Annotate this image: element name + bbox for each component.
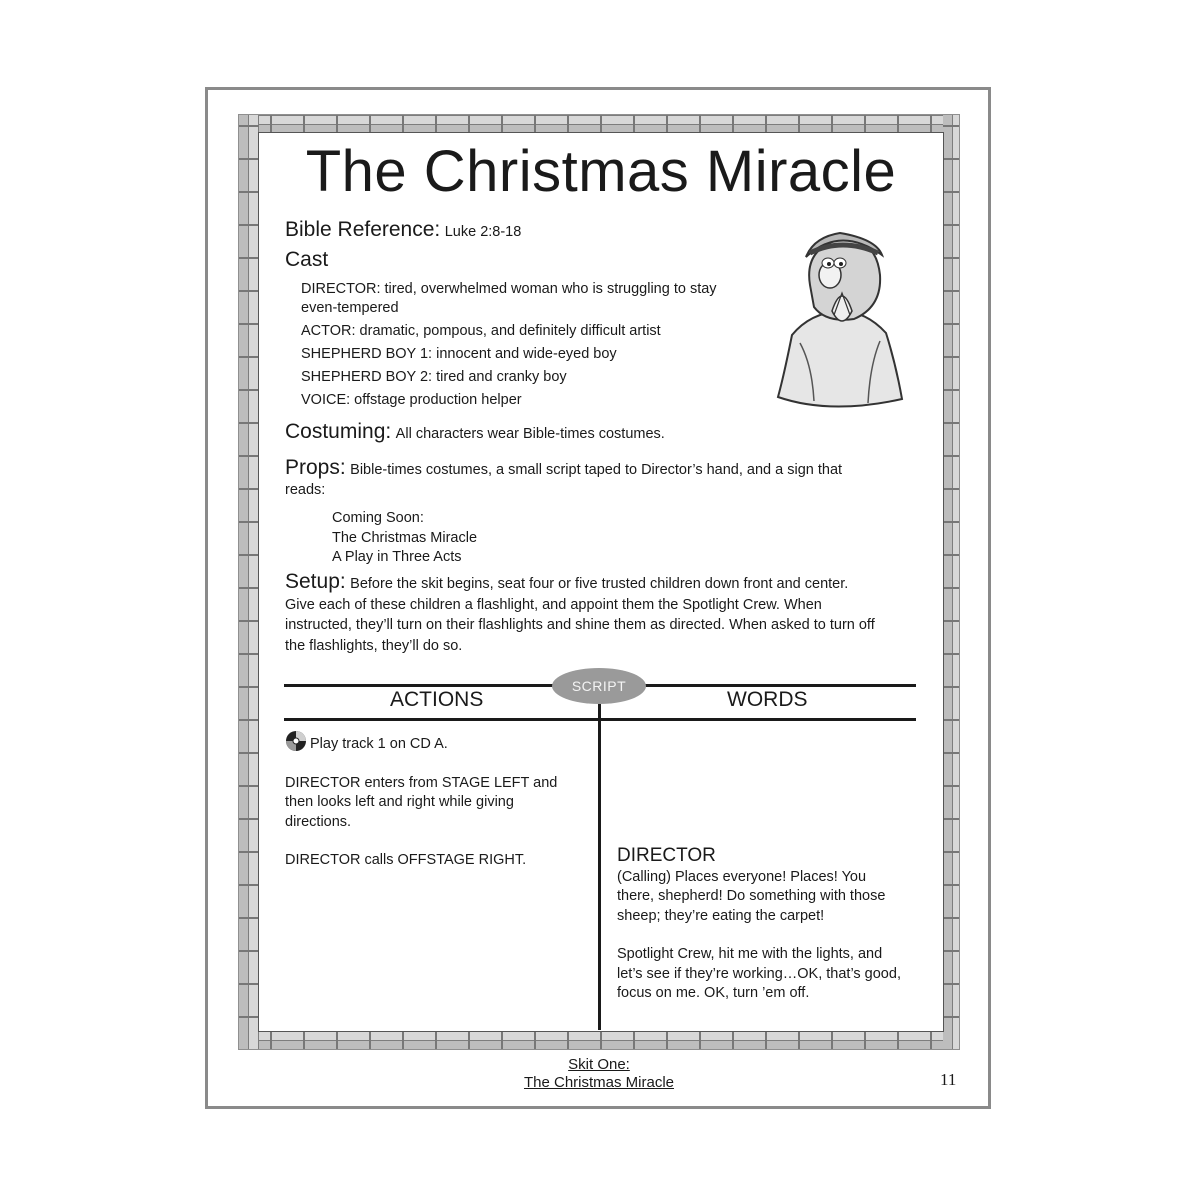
action-item: DIRECTOR enters from STAGE LEFT and then looks left and right while giving directions. xyxy=(285,774,558,830)
footer-line: Skit One: xyxy=(568,1056,630,1073)
brick-border-bottom xyxy=(239,1029,959,1049)
action-text: Play track 1 on CD A. xyxy=(310,736,448,752)
setup-value: Before the skit begins, seat four or five trusted children down front and center. Give each of these children a flashlight, and appoint them the Spotlight Crew. When instructed, they’ll turn on their flashlights and shine them as directed. When asked to turn off the flashlights, they’ll do so. xyxy=(285,576,875,654)
costuming-section xyxy=(285,420,925,444)
bible-reference-label: Bible Reference: xyxy=(285,218,441,241)
cast-member: VOICE: offstage production helper xyxy=(301,392,522,408)
praying-shepherd-illustration xyxy=(770,215,912,415)
footer-caption xyxy=(480,1056,718,1092)
words-header: WORDS xyxy=(727,688,808,711)
props-value: Bible-times costumes, a small script taped to Director’s hand, and a sign that reads: xyxy=(285,462,843,498)
costuming-value: All characters wear Bible-times costumes. xyxy=(395,426,665,442)
props-section xyxy=(285,458,885,500)
brick-border-left xyxy=(239,115,259,1049)
bible-reference-value: Luke 2:8-18 xyxy=(444,224,522,240)
cast-member: DIRECTOR: tired, overwhelmed woman who is struggling to stay even-tempered xyxy=(301,281,717,316)
brick-border-right xyxy=(943,115,959,1049)
cast-member: SHEPHERD BOY 2: tired and cranky boy xyxy=(301,369,567,385)
bible-reference xyxy=(285,218,521,242)
dialogue-line: Spotlight Crew, hit me with the lights, and let’s see if they’re working…OK, that’s good, focus on me. OK, turn ’em off. xyxy=(617,946,901,1001)
words-column xyxy=(617,846,907,1023)
actions-header: ACTIONS xyxy=(390,688,484,711)
footer-line: The Christmas Miracle xyxy=(523,1074,675,1091)
column-divider xyxy=(598,704,601,1030)
props-label: Props: xyxy=(285,456,346,479)
dialogue-line: (Calling) Places everyone! Places! You there, shepherd! Do something with those sheep; they’re eating the carpet! xyxy=(617,868,886,924)
cast-member: ACTOR: dramatic, pompous, and definitely difficult artist xyxy=(301,323,661,339)
sign-line: The Christmas Miracle xyxy=(332,529,478,546)
action-item xyxy=(285,730,575,755)
setup-label: Setup: xyxy=(285,570,346,593)
sign-line: A Play in Three Acts xyxy=(332,549,462,565)
actions-column xyxy=(285,730,575,890)
brick-border-top xyxy=(239,115,959,133)
cast-list xyxy=(301,280,721,414)
cast-member: SHEPHERD BOY 1: innocent and wide-eyed boy xyxy=(301,346,617,362)
sign-text xyxy=(332,509,477,568)
speaker-name: DIRECTOR xyxy=(617,845,716,866)
page-number: 11 xyxy=(940,1070,957,1089)
setup-section xyxy=(285,572,875,656)
action-item: DIRECTOR calls OFFSTAGE RIGHT. xyxy=(285,852,527,868)
cd-icon xyxy=(285,730,307,752)
cast-heading: Cast xyxy=(285,248,329,271)
costuming-label: Costuming: xyxy=(285,420,392,443)
script-badge: SCRIPT xyxy=(552,668,646,704)
sign-line: Coming Soon: xyxy=(332,510,424,526)
page-title: The Christmas Miracle xyxy=(305,139,897,204)
